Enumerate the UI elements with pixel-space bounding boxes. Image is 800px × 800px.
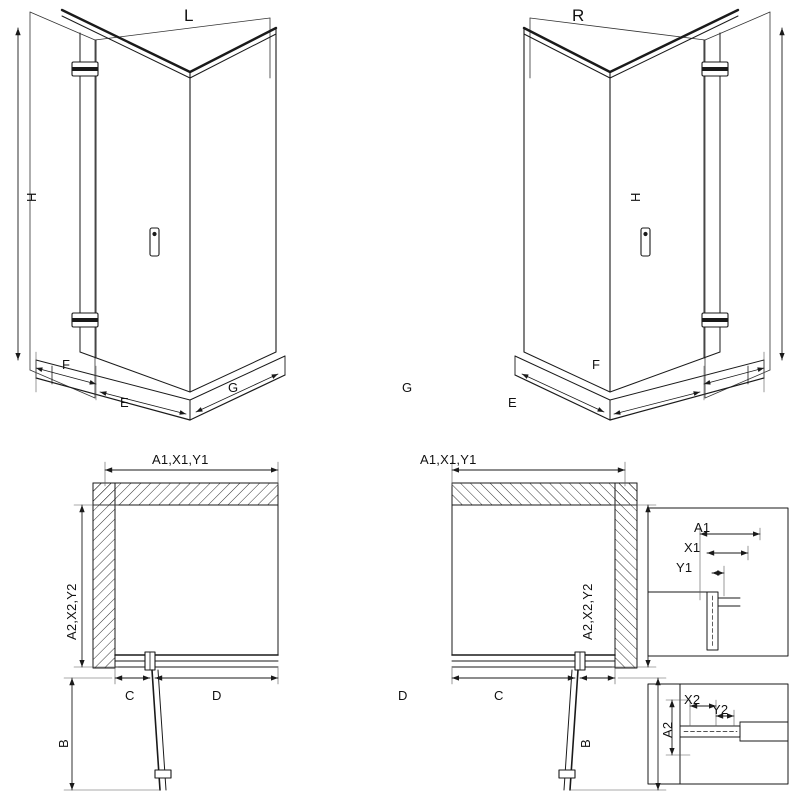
plan-left-label-b: B <box>56 739 71 748</box>
plan-left-side-dimension-label: A2,X2,Y2 <box>64 583 79 640</box>
detail-upper-label-a1: A1 <box>694 520 711 535</box>
iso-right-label-g: G <box>402 380 413 395</box>
plan-right-side-dimension-label: A2,X2,Y2 <box>580 583 595 640</box>
detail-lower-label-a2: A2 <box>660 721 675 738</box>
iso-view-left <box>18 10 285 420</box>
iso-left-height-label: H <box>24 192 39 202</box>
plan-view-right <box>452 462 666 790</box>
iso-left-label-g: G <box>228 380 239 395</box>
plan-left-top-dimension-label: A1,X1,Y1 <box>152 452 209 467</box>
plan-right-top-dimension-label: A1,X1,Y1 <box>420 452 477 467</box>
iso-view-right <box>515 10 782 420</box>
plan-right-label-b: B <box>578 739 593 748</box>
iso-left-label-e: E <box>120 395 129 410</box>
plan-view-left <box>64 462 278 790</box>
iso-right-title: R <box>572 6 585 25</box>
detail-upper-label-x1: X1 <box>684 540 701 555</box>
detail-lower-label-x2: X2 <box>684 692 701 707</box>
plan-left-label-c: C <box>125 688 135 703</box>
plan-left-label-d: D <box>212 688 222 703</box>
plan-right-label-c: C <box>494 688 504 703</box>
iso-right-label-f: F <box>592 357 601 372</box>
plan-right-label-d: D <box>398 688 408 703</box>
iso-right-label-e: E <box>508 395 517 410</box>
iso-left-title: L <box>184 6 194 25</box>
detail-upper <box>648 508 788 656</box>
detail-upper-label-y1: Y1 <box>676 560 693 575</box>
iso-right-height-label: H <box>628 192 643 202</box>
detail-lower-label-y2: Y2 <box>712 702 729 717</box>
iso-left-label-f: F <box>62 357 71 372</box>
